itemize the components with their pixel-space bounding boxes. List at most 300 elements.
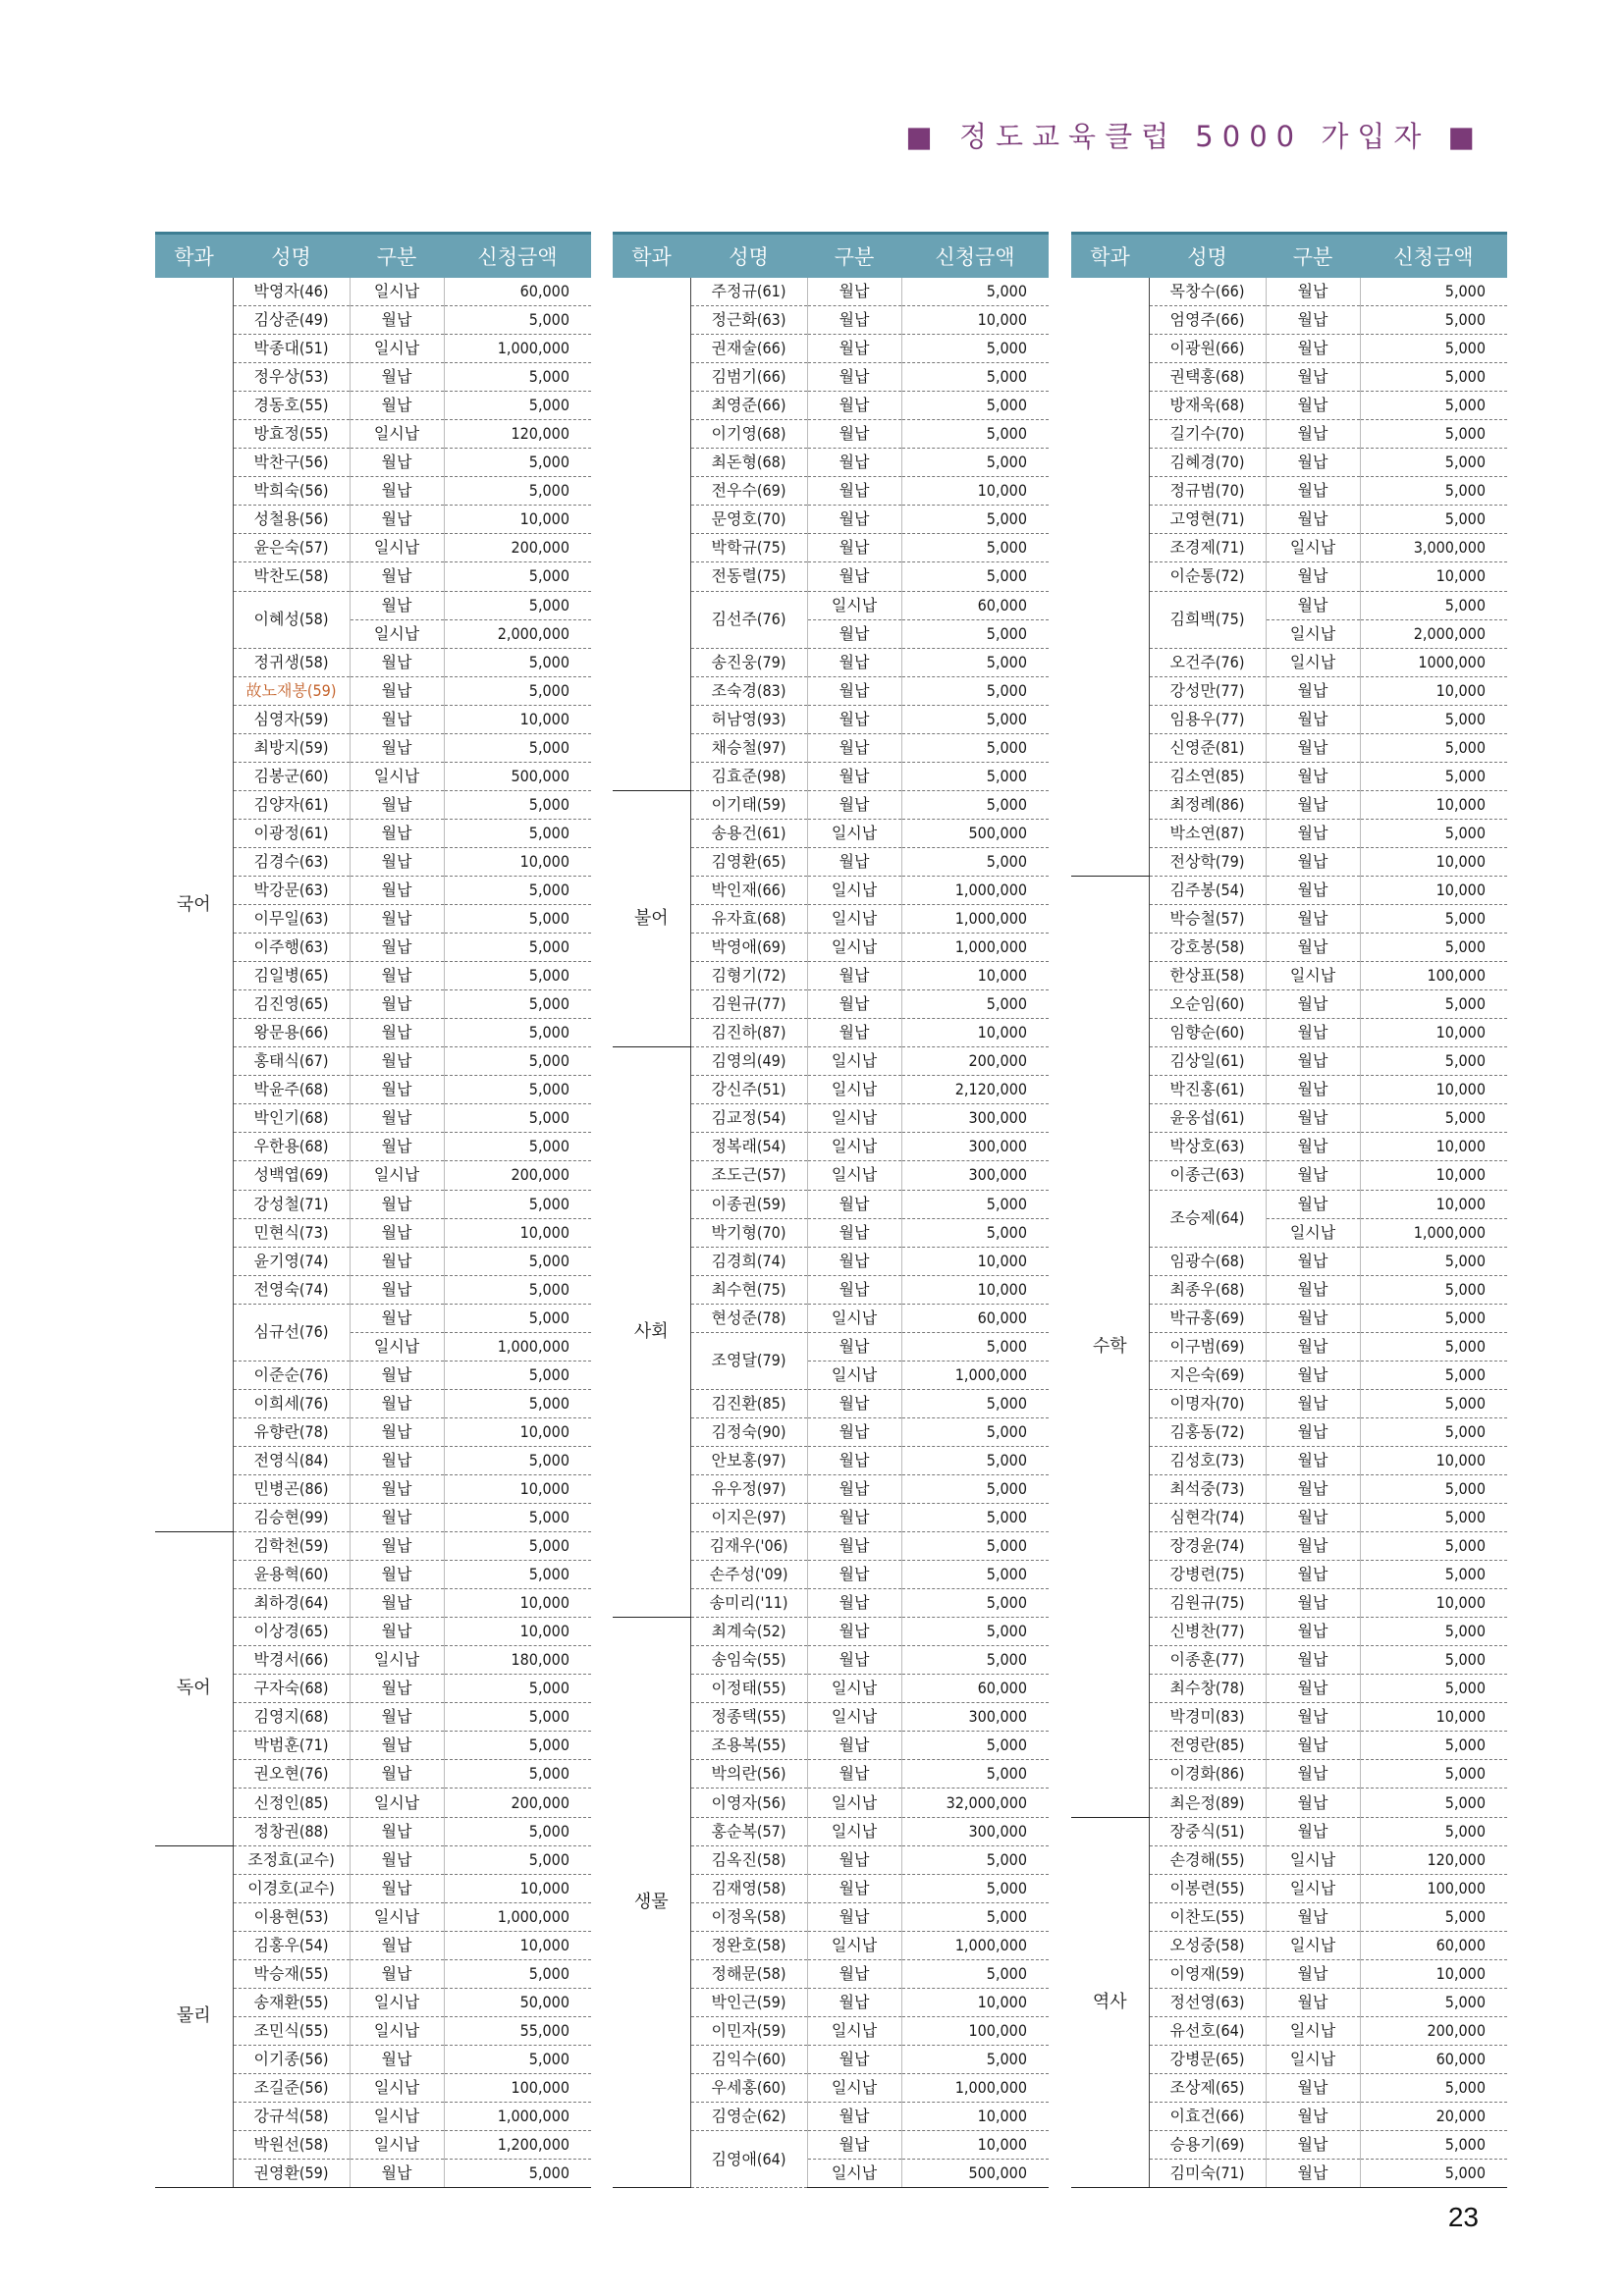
member-name: 우한용(68) [233, 1133, 350, 1161]
pledge-amount: 5,000 [1360, 1389, 1507, 1417]
member-name: 정완호(58) [690, 1931, 807, 1959]
member-name: 박경서(66) [233, 1646, 350, 1675]
table-row [1071, 1817, 1507, 1845]
member-name: 최수창(78) [1149, 1675, 1266, 1703]
payment-type: 월납 [1266, 1474, 1360, 1503]
member-name: 김성호(73) [1149, 1446, 1266, 1474]
payment-type: 월납 [807, 278, 901, 306]
pledge-amount: 5,000 [1360, 705, 1507, 733]
department-cell: 사회 [613, 1047, 690, 1618]
member-name: 박원선(58) [233, 2131, 350, 2160]
member-name: 박진홍(61) [1149, 1076, 1266, 1104]
table-row [613, 790, 1049, 819]
pledge-amount: 100,000 [901, 2016, 1049, 2045]
payment-type: 월납 [350, 1732, 444, 1760]
payment-type: 월납 [350, 1019, 444, 1047]
pledge-amount: 10,000 [444, 705, 591, 733]
pledge-amount: 120,000 [1360, 1845, 1507, 1874]
payment-type: 월납 [807, 2045, 901, 2073]
payment-type: 월납 [350, 392, 444, 420]
member-name: 조민식(55) [233, 2016, 350, 2045]
payment-type: 월납 [807, 2103, 901, 2131]
payment-type: 월납 [1266, 1589, 1360, 1618]
payment-type: 일시납 [807, 819, 901, 847]
payment-type: 일시납 [350, 1161, 444, 1190]
pledge-amount: 5,000 [901, 847, 1049, 876]
pledge-amount: 5,000 [1360, 1817, 1507, 1845]
payment-type: 월납 [1266, 2131, 1360, 2160]
member-name: 이찬도(55) [1149, 1902, 1266, 1931]
pledge-amount: 5,000 [901, 1532, 1049, 1561]
pledge-amount: 1,000,000 [901, 905, 1049, 934]
payment-type: 월납 [350, 1845, 444, 1874]
member-name: 김옥진(58) [690, 1845, 807, 1874]
member-name: 임용우(77) [1149, 705, 1266, 733]
table-row [613, 1047, 1049, 1076]
column-header-amount: 신청금액 [1360, 234, 1507, 279]
payment-type: 월납 [1266, 905, 1360, 934]
payment-type: 월납 [350, 591, 444, 619]
pledge-amount: 5,000 [444, 648, 591, 676]
member-name: 전영숙(74) [233, 1275, 350, 1304]
table-row [155, 1845, 591, 1874]
member-name: 김영순(62) [690, 2103, 807, 2131]
payment-type: 월납 [350, 790, 444, 819]
payment-type: 월납 [1266, 1417, 1360, 1446]
payment-type: 일시납 [807, 1931, 901, 1959]
member-name: 강호봉(58) [1149, 934, 1266, 962]
member-name: 송진웅(79) [690, 648, 807, 676]
payment-type: 월납 [807, 962, 901, 990]
member-name: 윤옹섭(61) [1149, 1104, 1266, 1133]
member-name: 조경제(71) [1149, 534, 1266, 562]
member-name: 강성만(77) [1149, 676, 1266, 705]
member-name: 권택홍(68) [1149, 363, 1266, 392]
payment-type: 월납 [350, 306, 444, 335]
payment-type: 월납 [807, 1190, 901, 1218]
pledge-amount: 10,000 [1360, 1019, 1507, 1047]
member-name: 김학천(59) [233, 1532, 350, 1561]
payment-type: 월납 [350, 562, 444, 591]
pledge-amount: 5,000 [444, 591, 591, 619]
pledge-amount: 500,000 [901, 819, 1049, 847]
header-row [1071, 234, 1507, 279]
member-name: 최계숙(52) [690, 1618, 807, 1646]
member-name: 심현각(74) [1149, 1504, 1266, 1532]
member-name: 김영지(68) [233, 1703, 350, 1732]
member-name: 김상일(61) [1149, 1047, 1266, 1076]
member-name: 김교정(54) [690, 1104, 807, 1133]
member-name: 박규홍(69) [1149, 1304, 1266, 1332]
member-name: 강신주(51) [690, 1076, 807, 1104]
payment-type: 일시납 [1266, 648, 1360, 676]
department-cell: 역사 [1071, 1817, 1149, 2188]
payment-type: 월납 [350, 1817, 444, 1845]
member-name: 민병곤(86) [233, 1474, 350, 1503]
payment-type: 월납 [1266, 1618, 1360, 1646]
pledge-amount: 5,000 [1360, 2160, 1507, 2188]
pledge-amount: 5,000 [1360, 819, 1507, 847]
member-name: 최종우(68) [1149, 1275, 1266, 1304]
pledge-amount: 5,000 [444, 363, 591, 392]
member-name: 승용기(69) [1149, 2131, 1266, 2160]
member-name: 김봉군(60) [233, 762, 350, 790]
payment-type: 일시납 [807, 934, 901, 962]
pledge-amount: 100,000 [1360, 1874, 1507, 1902]
pledge-amount: 5,000 [901, 335, 1049, 363]
pledge-amount: 10,000 [444, 1618, 591, 1646]
payment-type: 월납 [350, 990, 444, 1019]
member-name: 이봉련(55) [1149, 1874, 1266, 1902]
pledge-amount: 5,000 [444, 1845, 591, 1874]
pledge-amount: 5,000 [444, 1247, 591, 1275]
member-name: 정근화(63) [690, 306, 807, 335]
payment-type: 월납 [1266, 1902, 1360, 1931]
member-name: 최수현(75) [690, 1275, 807, 1304]
pledge-amount: 10,000 [901, 2103, 1049, 2131]
payment-type: 월납 [1266, 1161, 1360, 1190]
payment-type: 월납 [350, 1190, 444, 1218]
payment-type: 월납 [807, 1532, 901, 1561]
pledge-amount: 5,000 [1360, 449, 1507, 477]
payment-type: 월납 [1266, 1104, 1360, 1133]
department-cell: 수학 [1071, 876, 1149, 1817]
member-name: 박영자(46) [233, 278, 350, 306]
payment-type: 월납 [1266, 1332, 1360, 1361]
department-cell: 독어 [155, 1532, 233, 1846]
member-name: 김원규(77) [690, 990, 807, 1019]
member-name: 방재욱(68) [1149, 392, 1266, 420]
payment-type: 월납 [1266, 762, 1360, 790]
payment-type: 월납 [350, 506, 444, 534]
pledge-amount: 5,000 [1360, 762, 1507, 790]
payment-type: 월납 [807, 306, 901, 335]
pledge-amount: 10,000 [901, 477, 1049, 506]
payment-type: 월납 [1266, 1304, 1360, 1332]
pledge-amount: 5,000 [444, 562, 591, 591]
payment-type: 월납 [1266, 335, 1360, 363]
payment-type: 일시납 [350, 762, 444, 790]
member-name: 박학규(75) [690, 534, 807, 562]
payment-type: 월납 [1266, 1789, 1360, 1817]
pledge-amount: 10,000 [444, 506, 591, 534]
member-name: 길기수(70) [1149, 420, 1266, 449]
payment-type: 일시납 [1266, 2045, 1360, 2073]
payment-type: 일시납 [807, 876, 901, 904]
payment-type: 월납 [350, 962, 444, 990]
payment-type: 월납 [350, 1417, 444, 1446]
pledge-amount: 5,000 [901, 790, 1049, 819]
member-name: 우세홍(60) [690, 2073, 807, 2102]
member-name: 김익수(60) [690, 2045, 807, 2073]
pledge-amount: 5,000 [444, 1304, 591, 1332]
payment-type: 일시납 [1266, 1845, 1360, 1874]
member-name: 조길준(56) [233, 2073, 350, 2102]
pledge-amount: 5,000 [1360, 1561, 1507, 1589]
payment-type: 월납 [1266, 1817, 1360, 1845]
pledge-amount: 5,000 [901, 420, 1049, 449]
payment-type: 일시납 [350, 1902, 444, 1931]
member-name: 오성중(58) [1149, 1931, 1266, 1959]
pledge-amount: 10,000 [1360, 1703, 1507, 1732]
member-name: 이희세(76) [233, 1389, 350, 1417]
pledge-amount: 5,000 [444, 1760, 591, 1789]
pledge-amount: 5,000 [901, 1417, 1049, 1446]
payment-type: 일시납 [350, 534, 444, 562]
pledge-amount: 5,000 [901, 1618, 1049, 1646]
member-name: 조상제(65) [1149, 2073, 1266, 2102]
payment-type: 월납 [350, 1703, 444, 1732]
pledge-amount: 5,000 [444, 2160, 591, 2188]
payment-type: 월납 [350, 1361, 444, 1389]
pledge-amount: 55,000 [444, 2016, 591, 2045]
pledge-amount: 5,000 [901, 1389, 1049, 1417]
payment-type: 월납 [807, 762, 901, 790]
column-header-type: 구분 [350, 234, 444, 279]
pledge-amount: 100,000 [1360, 962, 1507, 990]
pledge-amount: 5,000 [1360, 306, 1507, 335]
member-name: 송재환(55) [233, 1988, 350, 2016]
member-name: 박의란(56) [690, 1760, 807, 1789]
payment-type: 일시납 [807, 1703, 901, 1732]
member-name: 이경화(86) [1149, 1760, 1266, 1789]
payment-type: 월납 [1266, 847, 1360, 876]
table-row [1071, 876, 1507, 904]
pledge-amount: 300,000 [901, 1703, 1049, 1732]
pledge-amount: 5,000 [444, 1104, 591, 1133]
pledge-amount: 5,000 [1360, 934, 1507, 962]
department-cell [1071, 278, 1149, 876]
member-name: 홍태식(67) [233, 1047, 350, 1076]
pledge-amount: 2,120,000 [901, 1076, 1049, 1104]
member-name: 강성철(71) [233, 1190, 350, 1218]
pledge-amount: 5,000 [901, 506, 1049, 534]
pledge-amount: 10,000 [1360, 1446, 1507, 1474]
column-header-dept: 학과 [613, 234, 690, 279]
member-name: 김양자(61) [233, 790, 350, 819]
pledge-amount: 20,000 [1360, 2103, 1507, 2131]
pledge-amount: 10,000 [1360, 847, 1507, 876]
pledge-amount: 10,000 [444, 847, 591, 876]
pledge-amount: 5,000 [1360, 1332, 1507, 1361]
member-name: 이경호(교수) [233, 1874, 350, 1902]
member-name: 정선영(63) [1149, 1988, 1266, 2016]
payment-type: 일시납 [807, 1789, 901, 1817]
pledge-amount: 5,000 [901, 676, 1049, 705]
member-name: 송미리('11) [690, 1589, 807, 1618]
pledge-amount: 200,000 [444, 1789, 591, 1817]
pledge-amount: 5,000 [901, 648, 1049, 676]
payment-type: 월납 [350, 733, 444, 762]
member-name: 김재우('06) [690, 1532, 807, 1561]
payment-type: 월납 [807, 2131, 901, 2160]
payment-type: 일시납 [807, 1304, 901, 1332]
member-name: 윤은숙(57) [233, 534, 350, 562]
payment-type: 월납 [350, 1561, 444, 1589]
pledge-amount: 5,000 [1360, 278, 1507, 306]
payment-type: 월납 [1266, 506, 1360, 534]
pledge-amount: 120,000 [444, 420, 591, 449]
payment-type: 일시납 [1266, 534, 1360, 562]
member-name: 임향순(60) [1149, 1019, 1266, 1047]
member-name: 손경해(55) [1149, 1845, 1266, 1874]
payment-type: 월납 [807, 1417, 901, 1446]
payment-type: 월납 [807, 1845, 901, 1874]
payment-type: 월납 [350, 1589, 444, 1618]
payment-type: 월납 [1266, 306, 1360, 335]
member-name: 김영의(49) [690, 1047, 807, 1076]
pledge-amount: 300,000 [901, 1104, 1049, 1133]
pledge-amount: 10,000 [1360, 876, 1507, 904]
member-name: 오건주(76) [1149, 648, 1266, 676]
pledge-amount: 5,000 [1360, 591, 1507, 619]
member-name: 채승철(97) [690, 733, 807, 762]
payment-type: 월납 [1266, 1047, 1360, 1076]
pledge-amount: 5,000 [1360, 2131, 1507, 2160]
payment-type: 월납 [350, 1247, 444, 1275]
pledge-amount: 60,000 [1360, 1931, 1507, 1959]
pledge-amount: 1,000,000 [901, 1931, 1049, 1959]
pledge-amount: 10,000 [901, 962, 1049, 990]
member-name: 박윤주(68) [233, 1076, 350, 1104]
member-name: 김미숙(71) [1149, 2160, 1266, 2188]
member-name: 이종근(63) [1149, 1161, 1266, 1190]
payment-type: 월납 [350, 1874, 444, 1902]
payment-type: 월납 [350, 1959, 444, 1988]
member-name: 조승제(64) [1149, 1190, 1266, 1247]
pledge-amount: 10,000 [444, 1874, 591, 1902]
pledge-amount: 300,000 [901, 1161, 1049, 1190]
pledge-amount: 5,000 [444, 1446, 591, 1474]
payment-type: 월납 [807, 1561, 901, 1589]
payment-type: 월납 [807, 1389, 901, 1417]
payment-type: 월납 [1266, 1504, 1360, 1532]
payment-type: 월납 [1266, 934, 1360, 962]
payment-type: 월납 [1266, 1389, 1360, 1417]
pledge-amount: 5,000 [1360, 1104, 1507, 1133]
pledge-amount: 60,000 [1360, 2045, 1507, 2073]
department-cell: 불어 [613, 790, 690, 1046]
pledge-amount: 10,000 [1360, 1589, 1507, 1618]
payment-type: 일시납 [807, 591, 901, 619]
pledge-amount: 60,000 [901, 1304, 1049, 1332]
member-name: 허남영(93) [690, 705, 807, 733]
payment-type: 월납 [807, 990, 901, 1019]
member-name: 박범훈(71) [233, 1732, 350, 1760]
pledge-amount: 5,000 [901, 1732, 1049, 1760]
payment-type: 월납 [350, 1931, 444, 1959]
payment-type: 월납 [350, 2045, 444, 2073]
member-name: 이순통(72) [1149, 562, 1266, 591]
pledge-amount: 5,000 [901, 2045, 1049, 2073]
payment-type: 월납 [1266, 1959, 1360, 1988]
member-name: 조도근(57) [690, 1161, 807, 1190]
pledge-amount: 10,000 [901, 1988, 1049, 2016]
pledge-amount: 5,000 [901, 363, 1049, 392]
pledge-amount: 500,000 [444, 762, 591, 790]
member-name: 문영호(70) [690, 506, 807, 534]
member-name: 김승현(99) [233, 1504, 350, 1532]
payment-type: 월납 [350, 1675, 444, 1703]
payment-type: 월납 [807, 392, 901, 420]
pledge-amount: 5,000 [1360, 477, 1507, 506]
member-name: 전영식(84) [233, 1446, 350, 1474]
pledge-amount: 5,000 [901, 534, 1049, 562]
pledge-amount: 10,000 [901, 1019, 1049, 1047]
pledge-amount: 180,000 [444, 1646, 591, 1675]
pledge-amount: 200,000 [1360, 2016, 1507, 2045]
member-name: 유자효(68) [690, 905, 807, 934]
member-name: 이용현(53) [233, 1902, 350, 1931]
payment-type: 월납 [807, 1902, 901, 1931]
payment-type: 월납 [350, 934, 444, 962]
member-name: 유우정(97) [690, 1474, 807, 1503]
donor-table [1071, 232, 1507, 2188]
member-name: 김진영(65) [233, 990, 350, 1019]
member-name: 박승재(55) [233, 1959, 350, 1988]
member-name: 김선주(76) [690, 591, 807, 648]
payment-type: 월납 [1266, 1275, 1360, 1304]
member-name: 김경수(63) [233, 847, 350, 876]
payment-type: 일시납 [350, 2016, 444, 2045]
column-header-name: 성명 [690, 234, 807, 279]
pledge-amount: 5,000 [444, 819, 591, 847]
payment-type: 월납 [807, 1618, 901, 1646]
member-name: 이정옥(58) [690, 1902, 807, 1931]
table-row [1071, 278, 1507, 306]
pledge-amount: 5,000 [1360, 1417, 1507, 1446]
member-name: 현성준(78) [690, 1304, 807, 1332]
payment-type: 월납 [350, 648, 444, 676]
payment-type: 월납 [1266, 1988, 1360, 2016]
payment-type: 월납 [807, 733, 901, 762]
member-name: 전영란(85) [1149, 1732, 1266, 1760]
member-name: 전우수(69) [690, 477, 807, 506]
pledge-amount: 1,200,000 [444, 2131, 591, 2160]
payment-type: 월납 [1266, 1532, 1360, 1561]
payment-type: 월납 [1266, 591, 1360, 619]
pledge-amount: 5,000 [1360, 1646, 1507, 1675]
payment-type: 월납 [1266, 1760, 1360, 1789]
payment-type: 월납 [1266, 278, 1360, 306]
member-name: 조영달(79) [690, 1332, 807, 1389]
member-name: 이종훈(77) [1149, 1646, 1266, 1675]
member-name: 이기태(59) [690, 790, 807, 819]
member-name: 안보홍(97) [690, 1446, 807, 1474]
pledge-amount: 1,000,000 [901, 876, 1049, 904]
pledge-amount: 32,000,000 [901, 1789, 1049, 1817]
payment-type: 일시납 [1266, 1874, 1360, 1902]
member-name: 정창권(88) [233, 1817, 350, 1845]
member-name: 지은숙(69) [1149, 1361, 1266, 1389]
pledge-amount: 300,000 [901, 1133, 1049, 1161]
table-header [1071, 234, 1507, 279]
pledge-amount: 5,000 [901, 449, 1049, 477]
member-name: 이광원(66) [1149, 335, 1266, 363]
payment-type: 월납 [807, 420, 901, 449]
pledge-amount: 5,000 [444, 306, 591, 335]
pledge-amount: 5,000 [901, 1760, 1049, 1789]
payment-type: 월납 [1266, 1675, 1360, 1703]
payment-type: 월납 [807, 1732, 901, 1760]
pledge-amount: 5,000 [444, 1561, 591, 1589]
member-name: 권재술(66) [690, 335, 807, 363]
pledge-amount: 10,000 [901, 1247, 1049, 1275]
payment-type: 월납 [1266, 705, 1360, 733]
payment-type: 월납 [1266, 1190, 1360, 1218]
member-name: 정종택(55) [690, 1703, 807, 1732]
column-header-amount: 신청금액 [901, 234, 1049, 279]
